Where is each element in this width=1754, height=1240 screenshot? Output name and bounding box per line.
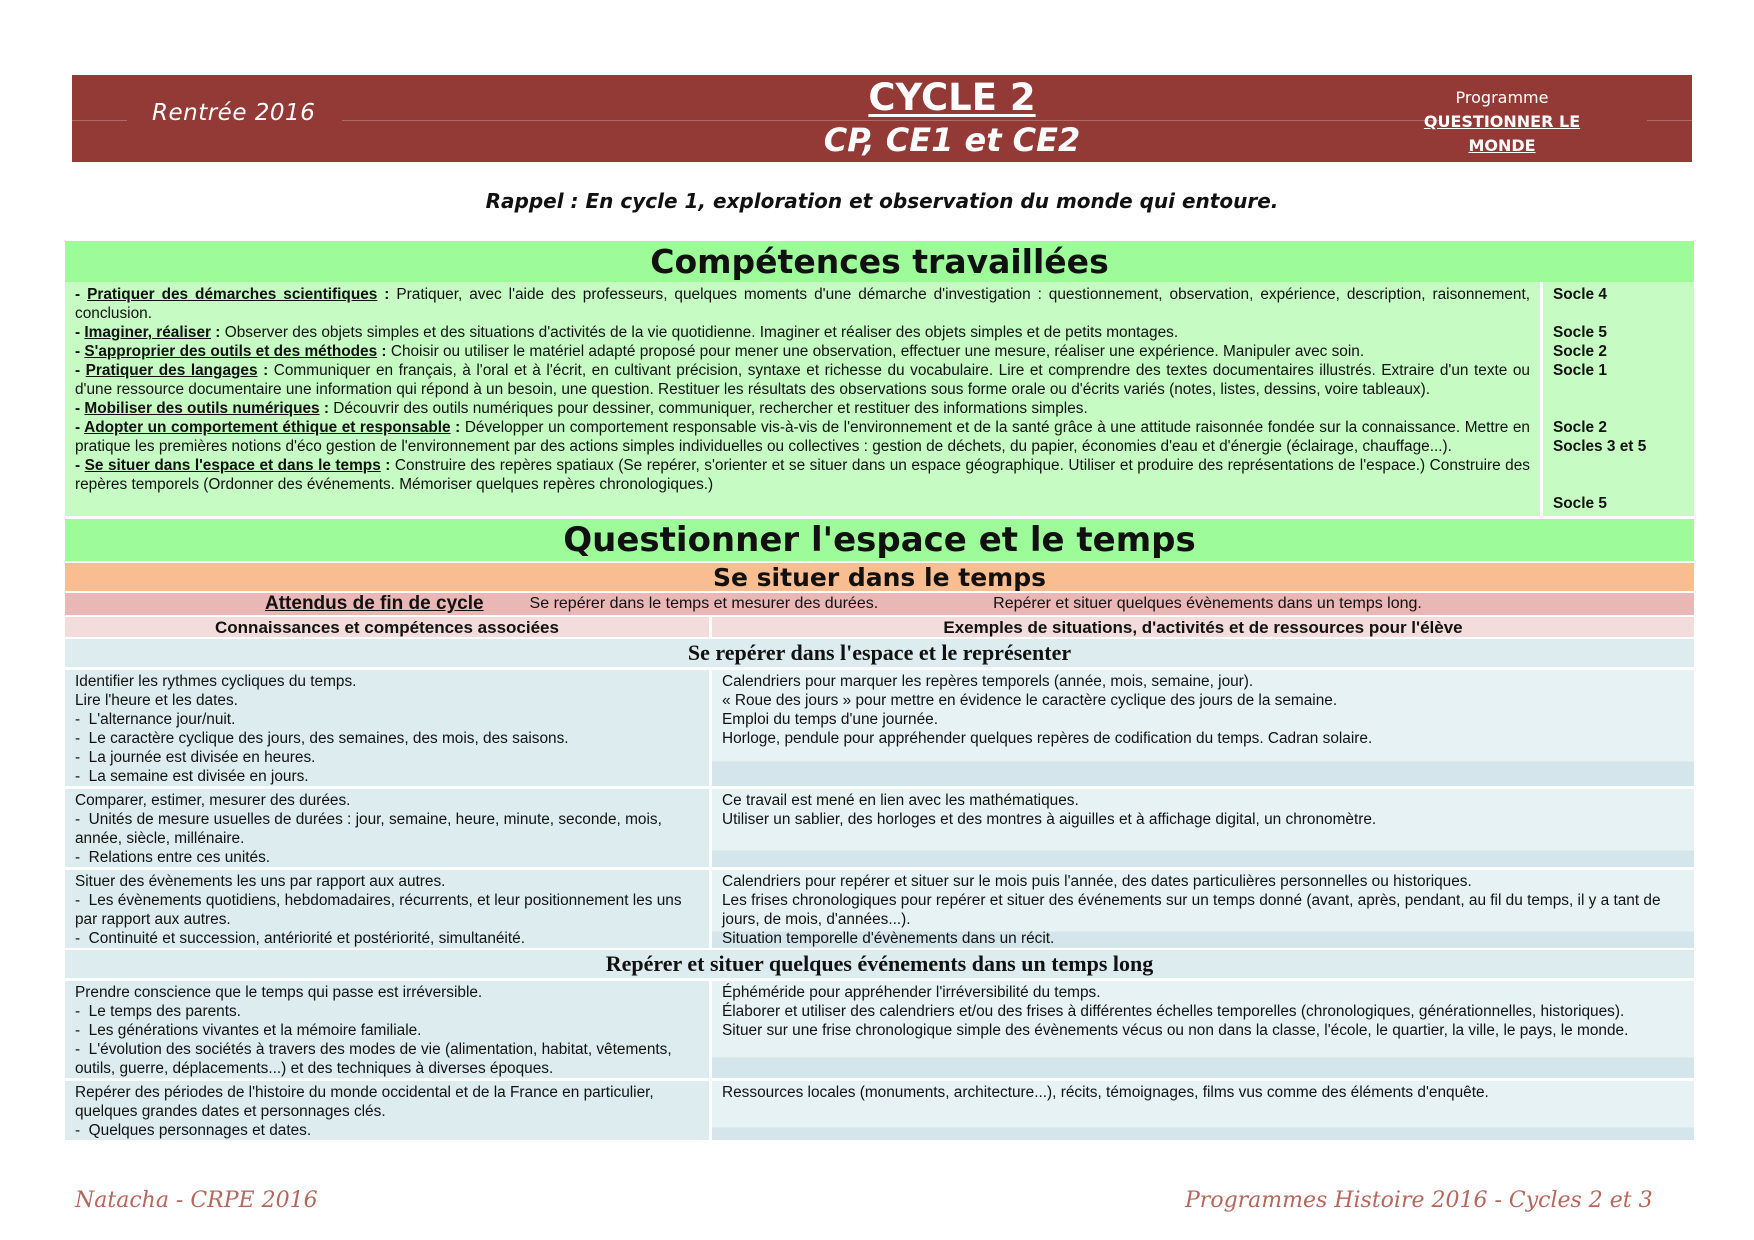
cell-line: - L'alternance jour/nuit.	[75, 711, 236, 728]
competence-item: - S'approprier des outils et des méthodes : Choisir ou utiliser le matériel adapté proposé pour mener une observation, effectuer une mesure, réaliser une expérience. Manipuler avec soin.	[75, 343, 1365, 360]
attendus-bar	[65, 591, 1694, 615]
program-sheet	[65, 241, 1694, 1140]
socle-ref: Socle 5	[1553, 324, 1607, 341]
table-row	[65, 1078, 1694, 1140]
cell-line: - Les évènements quotidiens, hebdomadaires, récurrents, et leur positionnement les uns par rapport aux autres.	[75, 892, 686, 928]
cell-line: Lire l'heure et les dates.	[75, 692, 238, 709]
table-row	[65, 867, 1694, 948]
knowledge-cell	[65, 981, 712, 1078]
cell-line: - La journée est divisée en heures.	[75, 749, 316, 766]
competence-item: - Pratiquer des langages : Communiquer en français, à l'oral et à l'écrit, en cultivant précision, syntaxe et richesse du vocabulaire. Lire et comprendre des textes documentaires illustrés. Extraire d'un texte ou d'une ressource documentaire une information qui répond à un besoin, une question. Restituer les résultats des observations sous forme orale ou d'écrits variés (notes, listes, dessins, voire tableaux).	[75, 362, 1530, 398]
competence-label: Adopter un comportement éthique et responsable	[84, 419, 451, 436]
socle-column	[1543, 282, 1694, 516]
competence-label: S'approprier des outils et des méthodes	[84, 343, 378, 360]
socle-ref: Socles 3 et 5	[1553, 438, 1647, 455]
footer-author: Natacha - CRPE 2016	[75, 1188, 318, 1213]
group-heading: Repérer et situer quelques événements dans un temps long	[65, 948, 1694, 978]
competence-label: Se situer dans l'espace et dans le temps	[84, 457, 381, 474]
attendu-item: Se repérer dans le temps et mesurer des durées.	[529, 595, 879, 612]
column-header-right: Exemples de situations, d'activités et de ressources pour l'élève	[712, 617, 1694, 637]
program-label: Programme	[1455, 88, 1549, 107]
footer-document: Programmes Histoire 2016 - Cycles 2 et 3	[1185, 1188, 1653, 1213]
examples-cell	[712, 870, 1694, 948]
header-banner	[72, 75, 1692, 162]
cell-line: Éphéméride pour appréhender l'irréversibilité du temps.	[722, 984, 1101, 1001]
group-heading: Se repérer dans l'espace et le représenter	[65, 637, 1694, 667]
competence-text: Observer des objets simples et des situations d'activités de la vie quotidienne. Imaginer et réaliser des objets simples et de petits montages.	[224, 324, 1179, 341]
cell-line: Emploi du temps d'une journée.	[722, 711, 938, 728]
content-groups	[65, 637, 1694, 1140]
rappel-note: Rappel : En cycle 1, exploration et observation du monde qui entoure.	[485, 189, 1279, 213]
competences-list	[65, 282, 1543, 516]
knowledge-cell	[65, 1081, 712, 1140]
knowledge-cell	[65, 789, 712, 867]
cell-line: Prendre conscience que le temps qui passe est irréversible.	[75, 984, 483, 1001]
socle-ref: Socle 5	[1553, 495, 1607, 512]
competence-item: - Se situer dans l'espace et dans le temps : Construire des repères spatiaux (Se repérer, s'orienter et se situer dans un espace géographique. Utiliser et produire des représentations de l'espace.) Construire des repères temporels (Ordonner des événements. Mémoriser quelques repères chronologiques.)	[75, 457, 1530, 493]
cell-line: - La semaine est divisée en jours.	[75, 768, 309, 785]
cell-line: - L'évolution des sociétés à travers des modes de vie (alimentation, habitat, vêtements, outils, guerre, déplacements...) et des techniques à diverses époques.	[75, 1041, 676, 1077]
column-headers	[65, 615, 1694, 637]
cell-line: Les frises chronologiques pour repérer et situer des événements sur un temps donné (avant, après, pendant, au fil du temps, il y a tant de jours, de mois, d'années...).	[722, 892, 1665, 928]
competence-text: Développer un comportement responsable vis-à-vis de l'environnement et de la santé grâce à une attitude raisonnée fondée sur la connaissance. Mettre en pratique les premières notions d'éco gestion de l'environnement par des actions simples individuelles ou collectives : gestion de déchets, du papier, économies d'eau et d'énergie (éclairage, chauffage...).	[75, 419, 1530, 455]
competence-label: Imaginer, réaliser	[84, 324, 212, 341]
banner-rule	[72, 120, 127, 121]
competence-item: - Pratiquer des démarches scientifiques : Pratiquer, avec l'aide des professeurs, quelques moments d'une démarche d'investigation : questionnement, observation, expérience, description, raisonnement, conclusion.	[75, 286, 1531, 322]
cell-line: Calendriers pour marquer les repères temporels (année, mois, semaine, jour).	[722, 673, 1254, 690]
cell-line: - Le temps des parents.	[75, 1003, 241, 1020]
cell-line: Comparer, estimer, mesurer des durées.	[75, 792, 351, 809]
column-header-left: Connaissances et compétences associées	[65, 617, 712, 637]
banner-rule	[1647, 120, 1692, 121]
examples-cell	[712, 981, 1694, 1078]
socle-ref: Socle 4	[1553, 286, 1607, 303]
page-title	[632, 77, 1272, 161]
attendu-item: Repérer et situer quelques évènements dans un temps long.	[993, 595, 1422, 612]
examples-cell	[712, 789, 1694, 867]
attendus-label: Attendus de fin de cycle	[265, 593, 484, 614]
examples-cell	[712, 1081, 1694, 1140]
competence-text: Choisir ou utiliser le matériel adapté proposé pour mener une observation, effectuer une mesure, réaliser une expérience. Manipuler avec soin.	[390, 343, 1365, 360]
cell-line: Situer des évènements les uns par rapport aux autres.	[75, 873, 446, 890]
competence-label: Pratiquer des langages	[85, 362, 258, 379]
competences-heading: Compétences travaillées	[65, 241, 1694, 282]
competence-item: - Mobiliser des outils numériques : Découvrir des outils numériques pour dessiner, communiquer, rechercher et restituer des informations simples.	[75, 400, 1088, 417]
program-title-line-2: MONDE	[1468, 136, 1536, 155]
school-year: Rentrée 2016	[152, 100, 316, 126]
cycle-title: CYCLE 2	[868, 76, 1036, 119]
competence-text: Pratiquer, avec l'aide des professeurs, quelques moments d'une démarche d'investigation : questionnement, observation, expérience, description, raisonnement, conclusion.	[75, 286, 1531, 322]
competence-label: Pratiquer des démarches scientifiques	[87, 286, 378, 303]
cell-line: - Le caractère cyclique des jours, des semaines, des mois, des saisons.	[75, 730, 569, 747]
cell-line: Élaborer et utiliser des calendriers et/ou des frises à différentes échelles temporelles (chronologiques, générationnelles, historiques).	[722, 1003, 1625, 1020]
cell-line: Identifier les rythmes cycliques du temps.	[75, 673, 357, 690]
cell-line: Repérer des périodes de l'histoire du monde occidental et de la France en particulier, quelques grandes dates et personnages clés.	[75, 1084, 658, 1120]
table-row	[65, 786, 1694, 867]
subsection-heading: Se situer dans le temps	[65, 561, 1694, 591]
socle-ref: Socle 1	[1553, 362, 1607, 379]
socle-ref: Socle 2	[1553, 343, 1607, 360]
cell-line: Situation temporelle d'évènements dans un récit.	[722, 930, 1055, 947]
program-title-line-1: QUESTIONNER LE	[1423, 112, 1581, 131]
table-row	[65, 667, 1694, 786]
cell-line: - Unités de mesure usuelles de durées : jour, semaine, heure, minute, seconde, mois, année, siècle, millénaire.	[75, 811, 667, 847]
competence-item: - Adopter un comportement éthique et responsable : Développer un comportement responsable vis-à-vis de l'environnement et de la santé grâce à une attitude raisonnée fondée sur la connaissance. Mettre en pratique les premières notions d'éco gestion de l'environnement par des actions simples individuelles ou collectives : gestion de déchets, du papier, économies d'eau et d'énergie (éclairage, chauffage...).	[75, 419, 1530, 455]
competence-text: Construire des repères spatiaux (Se repérer, s'orienter et se situer dans un espace géographique. Utiliser et produire des représentations de l'espace.) Construire des repères temporels (Ordonner des événements. Mémoriser quelques repères chronologiques.)	[75, 457, 1530, 493]
cell-line: - Quelques personnages et dates.	[75, 1122, 312, 1139]
cell-line: Ressources locales (monuments, architecture...), récits, témoignages, films vus comme des éléments d'enquête.	[722, 1084, 1489, 1101]
competences-block	[65, 282, 1694, 519]
competence-text: Communiquer en français, à l'oral et à l'écrit, en cultivant précision, syntaxe et richesse du vocabulaire. Lire et comprendre des textes documentaires illustrés. Extraire d'un texte ou d'une ressource documentaire une information qui répond à un besoin, une question. Restituer les résultats des observations sous forme orale ou d'écrits variés (notes, listes, dessins, voire tableaux).	[75, 362, 1530, 398]
cell-line: Ce travail est mené en lien avec les mathématiques.	[722, 792, 1079, 809]
cell-line: Calendriers pour repérer et situer sur le mois puis l'année, des dates particulières personnelles ou historiques.	[722, 873, 1472, 890]
examples-cell	[712, 670, 1694, 786]
cell-line: - Continuité et succession, antériorité et postériorité, simultanéité.	[75, 930, 525, 947]
cell-line: - Les générations vivantes et la mémoire familiale.	[75, 1022, 422, 1039]
section-heading: Questionner l'espace et le temps	[65, 519, 1694, 561]
competence-text: Découvrir des outils numériques pour dessiner, communiquer, rechercher et restituer des informations simples.	[333, 400, 1088, 417]
competence-item: - Imaginer, réaliser : Observer des objets simples et des situations d'activités de la vie quotidienne. Imaginer et réaliser des objets simples et de petits montages.	[75, 324, 1179, 341]
competence-label: Mobiliser des outils numériques	[84, 400, 320, 417]
cell-line: Utiliser un sablier, des horloges et des montres à aiguilles et à affichage digital, un chronomètre.	[722, 811, 1377, 828]
knowledge-cell	[65, 670, 712, 786]
cell-line: Situer sur une frise chronologique simple des évènements vécus ou non dans la classe, l'école, le quartier, la ville, le pays, le monde.	[722, 1022, 1629, 1039]
cell-line: Horloge, pendule pour appréhender quelques repères de codification du temps. Cadran solaire.	[722, 730, 1373, 747]
classes-subtitle: CP, CE1 et CE2	[823, 121, 1081, 159]
cell-line: « Roue des jours » pour mettre en évidence le caractère cyclique des jours de la semaine.	[722, 692, 1338, 709]
socle-ref: Socle 2	[1553, 419, 1607, 436]
knowledge-cell	[65, 870, 712, 948]
cell-line: - Relations entre ces unités.	[75, 849, 271, 866]
program-box	[1372, 86, 1632, 158]
table-row	[65, 978, 1694, 1078]
